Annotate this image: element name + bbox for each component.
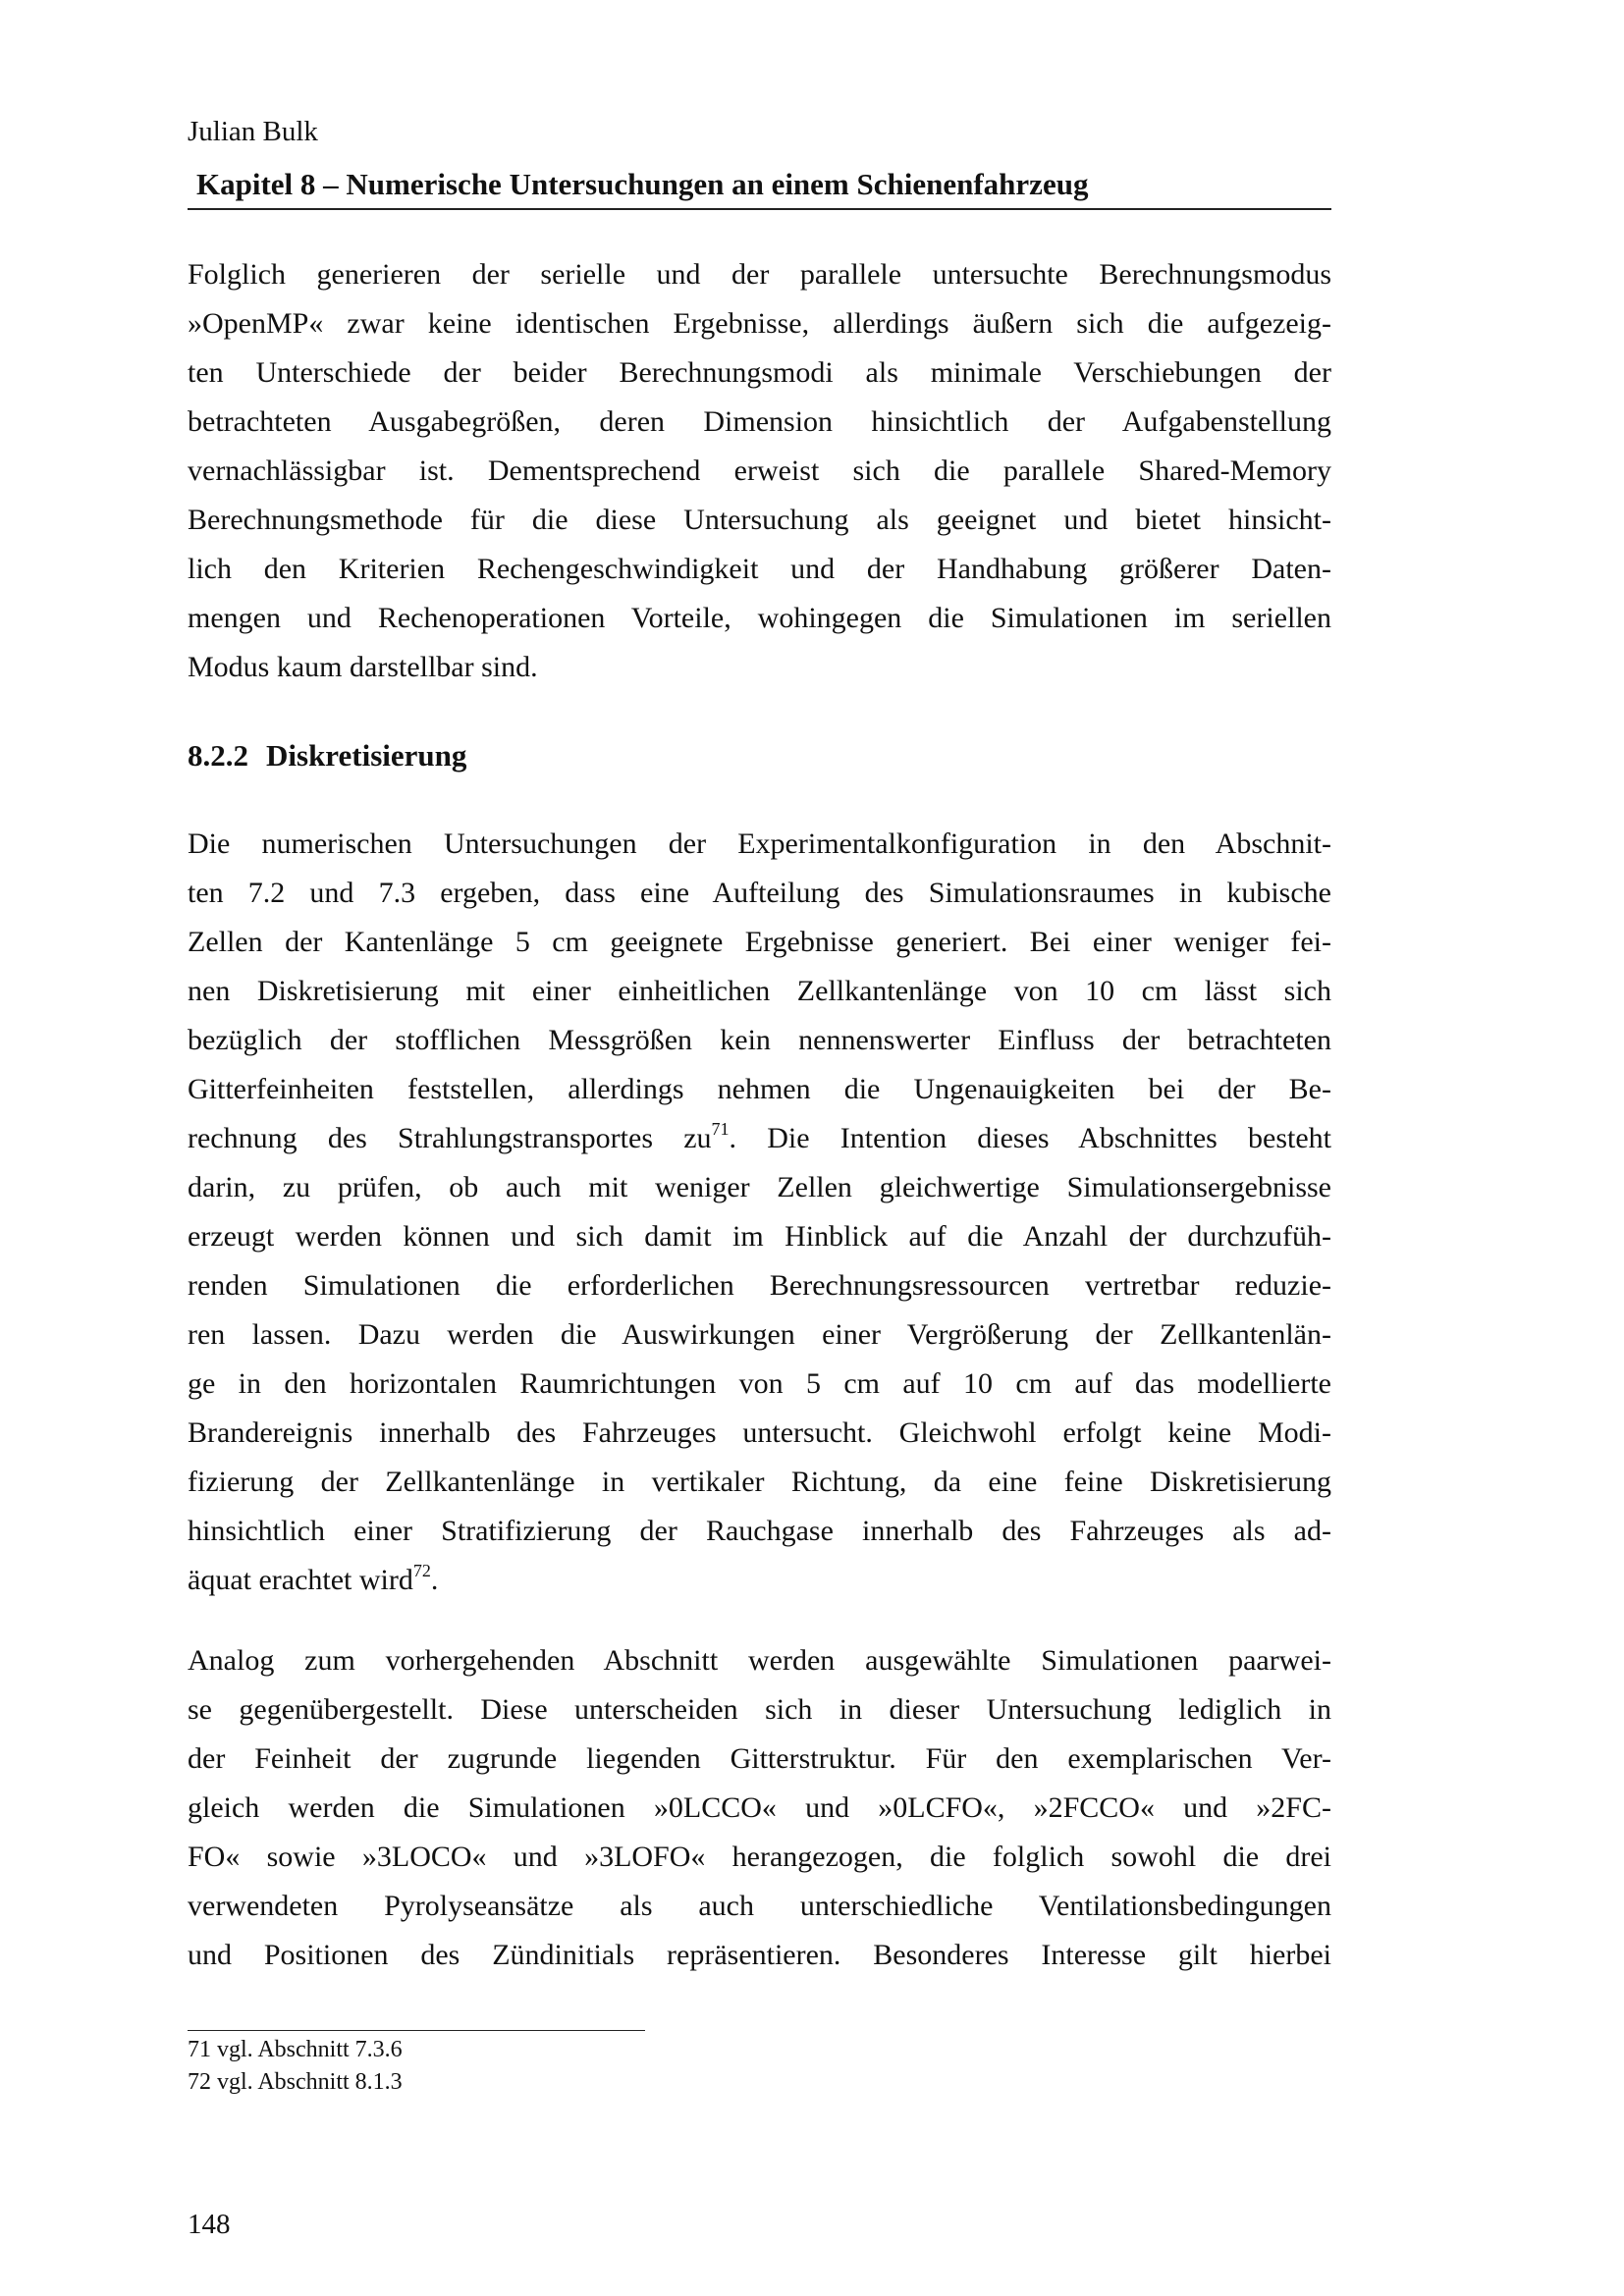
line-text: . Die Intention dieses Abschnittes besteht [729,1122,1331,1154]
line-text: erzeugt werden können und sich damit im Hinblick auf die Anzahl der durchzufüh- [188,1220,1331,1253]
line-text: Zellen der Kantenlänge 5 cm geeignete Ergebnisse generiert. Bei einer weniger fei- [188,926,1331,958]
text-line [188,1261,1331,1310]
line-text: Analog zum vorhergehenden Abschnitt werden ausgewählte Simulationen paarwei- [188,1644,1331,1677]
line-text: betrachteten Ausgabegrößen, deren Dimension hinsichtlich der Aufgabenstellung [188,405,1331,438]
footnotes [188,2034,1331,2099]
text-line [188,869,1331,918]
footnote-rule [188,2030,645,2031]
text-line [188,1507,1331,1556]
line-text: nen Diskretisierung mit einer einheitlichen Zellkantenlänge von 10 cm lässt sich [188,975,1331,1007]
text-line [188,967,1331,1016]
section-title: Diskretisierung [266,738,467,773]
line-text: ge in den horizontalen Raumrichtungen von 5 cm auf 10 cm auf das modellierte [188,1367,1331,1400]
line-text: darin, zu prüfen, ob auch mit weniger Zellen gleichwertige Simulationsergebnisse [188,1171,1331,1203]
line-text: vernachlässigbar ist. Dementsprechend erweist sich die parallele Shared-Memory [188,454,1331,487]
line-text: verwendeten Pyrolyseansätze als auch unterschiedliche Ventilationsbedingungen [188,1890,1331,1922]
text-line [188,1685,1331,1735]
text-line [188,1016,1331,1065]
text-line [188,447,1331,496]
text-line [188,545,1331,594]
section-heading [188,738,1331,774]
header-rule [188,208,1331,210]
line-text: mengen und Rechenoperationen Vorteile, wohingegen die Simulationen im seriellen [188,602,1331,634]
text-line [188,643,1331,692]
line-text: Folglich generieren der serielle und der parallele untersuchte Berechnungsmodus [188,258,1331,291]
line-text: rechnung des Strahlungstransportes zu [188,1122,712,1154]
line-text: und Positionen des Zündinitials repräsentieren. Besonderes Interesse gilt hierbei [188,1939,1331,1971]
text-line [188,1065,1331,1114]
page-number: 148 [188,2209,231,2240]
text-line [188,1882,1331,1931]
line-text: »OpenMP« zwar keine identischen Ergebnisse, allerdings äußern sich die aufgezeig- [188,307,1331,340]
body-paragraph [188,1636,1331,1980]
text-line [188,496,1331,545]
text-line [188,594,1331,643]
line-text: Berechnungsmethode für die diese Untersuchung als geeignet und bietet hinsicht- [188,504,1331,536]
line-text: lich den Kriterien Rechengeschwindigkeit und der Handhabung größerer Daten- [188,553,1331,585]
body-paragraph [188,820,1331,1605]
text-line [188,1360,1331,1409]
line-text: FO« sowie »3LOCO« und »3LOFO« herangezogen, die folglich sowohl die drei [188,1841,1331,1873]
text-line [188,1409,1331,1458]
running-header-chapter-title: Kapitel 8 – Numerische Untersuchungen an einem Schienenfahrzeug [196,167,1089,201]
line-text: ten 7.2 und 7.3 ergeben, dass eine Aufteilung des Simulationsraumes in kubische [188,877,1331,909]
section-number: 8.2.2 [188,738,248,773]
footnote: 72 vgl. Abschnitt 8.1.3 [188,2069,403,2095]
text-line [188,250,1331,299]
text-line [188,1784,1331,1833]
text-line [188,398,1331,447]
text-line [188,299,1331,348]
body-paragraph [188,250,1331,692]
text-line [188,1114,1331,1163]
text-line [188,1931,1331,1980]
line-text: äquat erachtet wird [188,1564,413,1596]
footnote-reference[interactable]: 71 [711,1119,730,1139]
text-line [188,1556,1331,1605]
footnote-reference[interactable]: 72 [412,1561,431,1580]
text-line [188,1833,1331,1882]
line-text: ren lassen. Dazu werden die Auswirkungen einer Vergrößerung der Zellkantenlän- [188,1318,1331,1351]
footnote: 71 vgl. Abschnitt 7.3.6 [188,2037,403,2062]
line-text: bezüglich der stofflichen Messgrößen kein nennenswerter Einfluss der betrachteten [188,1024,1331,1056]
line-text: se gegenübergestellt. Diese unterscheiden sich in dieser Untersuchung lediglich in [188,1693,1331,1726]
text-line [188,1212,1331,1261]
text-line [188,348,1331,398]
line-text: . [430,1564,439,1596]
running-header-author: Julian Bulk [188,116,318,147]
text-line [188,1735,1331,1784]
text-line [188,1163,1331,1212]
text-line [188,820,1331,869]
line-text: Gitterfeinheiten feststellen, allerdings nehmen die Ungenauigkeiten bei der Be- [188,1073,1331,1105]
line-text: gleich werden die Simulationen »0LCCO« und »0LCFO«, »2FCCO« und »2FC- [188,1791,1331,1824]
line-text: Modus kaum darstellbar sind. [188,651,538,683]
line-text: fizierung der Zellkantenlänge in vertikaler Richtung, da eine feine Diskretisierung [188,1466,1331,1498]
text-line [188,918,1331,967]
line-text: der Feinheit der zugrunde liegenden Gitterstruktur. Für den exemplarischen Ver- [188,1742,1331,1775]
line-text: Die numerischen Untersuchungen der Experimentalkonfiguration in den Abschnit- [188,828,1331,860]
text-line [188,1636,1331,1685]
line-text: Brandereignis innerhalb des Fahrzeuges untersucht. Gleichwohl erfolgt keine Modi- [188,1416,1331,1449]
line-text: hinsichtlich einer Stratifizierung der Rauchgase innerhalb des Fahrzeuges als ad- [188,1515,1331,1547]
line-text: renden Simulationen die erforderlichen Berechnungsressourcen vertretbar reduzie- [188,1269,1331,1302]
line-text: ten Unterschiede der beider Berechnungsmodi als minimale Verschiebungen der [188,356,1331,389]
text-line [188,1458,1331,1507]
text-line [188,1310,1331,1360]
